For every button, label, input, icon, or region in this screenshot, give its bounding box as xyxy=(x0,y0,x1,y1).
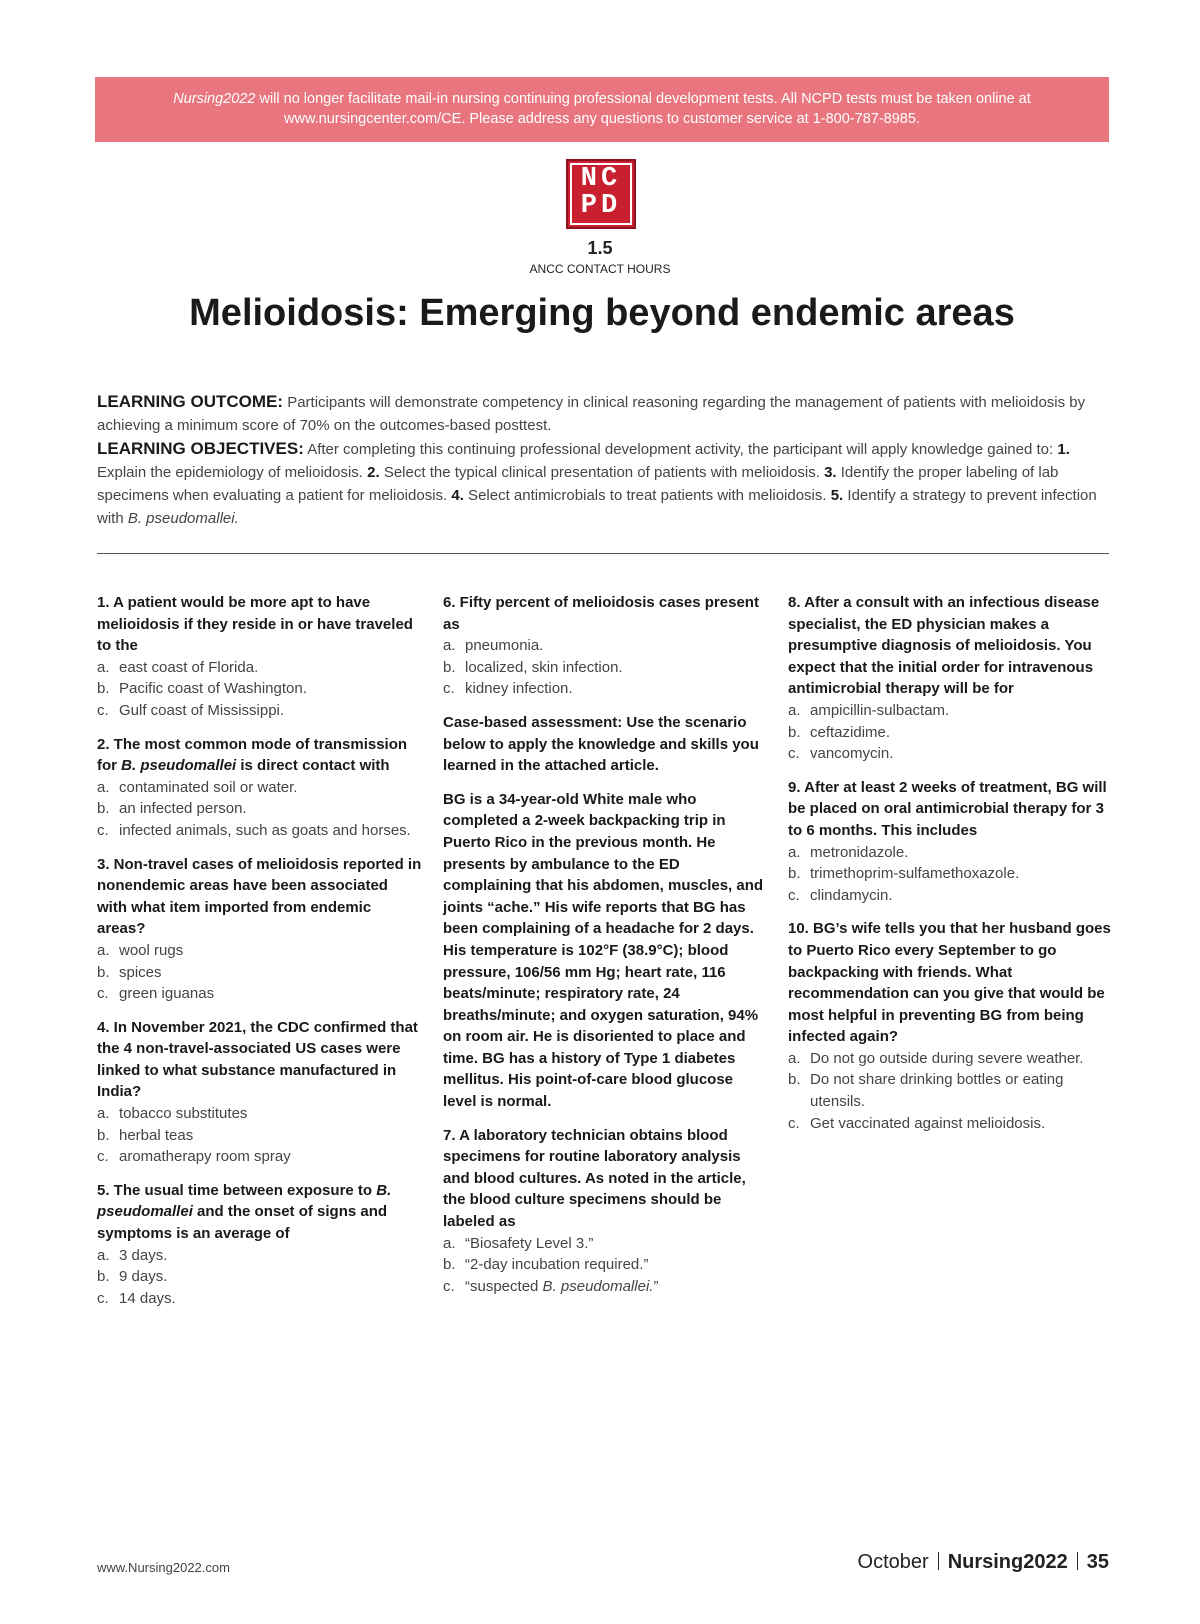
banner-text: will no longer facilitate mail-in nursing continuing professional development tests. All NCPD tests must be taken online at www.nursingcenter.com/CE. Please address any questions to customer service at 1-800-787-8985. xyxy=(255,91,1031,127)
option-b: b. localized, skin infection. xyxy=(443,658,623,676)
objective-num: 1. xyxy=(1057,441,1070,458)
footer-month: October xyxy=(857,1551,929,1573)
learning-outcome xyxy=(97,390,1109,437)
objective-text: Identify a strategy to prevent infection with xyxy=(97,487,1097,527)
logo-line-1: NC xyxy=(580,164,622,194)
page-title: Melioidosis: Emerging beyond endemic areas xyxy=(189,292,1015,334)
question-7 xyxy=(443,1125,768,1298)
learning-objectives xyxy=(97,437,1109,530)
footer-journal: Nursing2022 xyxy=(947,1551,1068,1573)
option-c: c. “suspected B. pseudomallei.” xyxy=(443,1277,659,1295)
option-b: b. Pacific coast of Washington. xyxy=(97,680,307,698)
option-b: b. ceftazidime. xyxy=(788,723,891,741)
objective-text: Explain the epidemiology of melioidosis. xyxy=(97,464,368,481)
option-c: c. kidney infection. xyxy=(443,680,573,698)
question-text: 3. Non-travel cases of melioidosis reported in nonendemic areas have been associated with what item imported from endemic areas? xyxy=(97,855,422,938)
option-c: c. Gulf coast of Mississippi. xyxy=(97,701,285,719)
objective-text: Select the typical clinical presentation of patients with melioidosis. xyxy=(379,464,825,481)
question-5 xyxy=(97,1180,422,1310)
contact-hours: 1.5 xyxy=(587,238,613,258)
divider xyxy=(97,553,1109,554)
objective-num: 3. xyxy=(824,464,837,481)
question-1 xyxy=(97,592,422,722)
option-b: b. spices xyxy=(97,963,162,981)
question-6 xyxy=(443,592,768,700)
question-text: 6. Fifty percent of melioidosis cases present as xyxy=(443,594,759,633)
question-text: 8. After a consult with an infectious disease specialist, the ED physician makes a presumptive diagnosis of melioidosis. You expect that the initial order for intravenous antimicrobial therapy will be for xyxy=(788,594,1100,698)
objective-italic: B. pseudomallei. xyxy=(127,510,239,527)
question-9 xyxy=(788,777,1113,907)
option-a: a. wool rugs xyxy=(97,941,184,959)
objective-text: Identify the proper labeling of lab specimens when evaluating a patient for melioidosis. xyxy=(97,464,1059,504)
option-a: a. east coast of Florida. xyxy=(97,658,259,676)
page-number: 35 xyxy=(1086,1551,1109,1573)
question-text: 2. The most common mode of transmission for B. pseudomallei is direct contact with xyxy=(97,735,408,775)
column-3 xyxy=(788,592,1113,1146)
question-text: 5. The usual time between exposure to B. pseudomallei and the onset of signs and symptoms is an average of xyxy=(97,1181,392,1243)
learning-intro xyxy=(97,390,1109,530)
option-a: a. contaminated soil or water. xyxy=(97,778,298,796)
option-a: a. “Biosafety Level 3.” xyxy=(443,1234,594,1252)
notice-banner xyxy=(95,77,1109,142)
objective-num: 2. xyxy=(367,464,380,481)
question-8 xyxy=(788,592,1113,765)
footer-separator xyxy=(1077,1552,1078,1570)
objectives-intro: After completing this continuing professional development activity, the participant will apply knowledge gained to: xyxy=(303,441,1058,458)
column-1 xyxy=(97,592,422,1321)
question-2 xyxy=(97,734,422,842)
objective-text: Select antimicrobials to treat patients with melioidosis. xyxy=(463,487,831,504)
outcome-text: Participants will demonstrate competency in clinical reasoning regarding the management of patients with melioidosis by achieving a minimum score of 70% on the outcomes-based posttest. xyxy=(97,394,1086,434)
objective-num: 4. xyxy=(451,487,464,504)
option-b: b. herbal teas xyxy=(97,1126,194,1144)
option-b: b. Do not share drinking bottles or eating utensils. xyxy=(788,1071,1064,1111)
question-text: 1. A patient would be more apt to have melioidosis if they reside in or have traveled to the xyxy=(97,594,413,655)
option-a: a. Do not go outside during severe weather. xyxy=(788,1049,1084,1067)
option-a: a. metronidazole. xyxy=(788,843,909,861)
question-text: 9. After at least 2 weeks of treatment, BG will be placed on oral antimicrobial therapy for 3 to 6 months. This includes xyxy=(788,778,1107,839)
logo-line-2: PD xyxy=(580,191,622,221)
option-b: b. 9 days. xyxy=(97,1268,168,1286)
footer-separator xyxy=(938,1552,939,1570)
footer-page-info xyxy=(858,1551,1109,1574)
question-text: 7. A laboratory technician obtains blood specimens for routine laboratory analysis and blood cultures. As noted in the article, the blood culture specimens should be labeled as xyxy=(443,1126,746,1231)
question-3 xyxy=(97,854,422,1005)
case-scenario: BG is a 34-year-old White male who completed a 2-week backpacking trip in Puerto Rico in the previous month. He presents by ambulance to the ED complaining that his abdomen, muscles, and joints “ache.” His wife reports that BG has been complaining of a headache for 2 days. His temperature is 102°F (38.9°C); blood pressure, 106/56 mm Hg; heart rate, 116 beats/minute; respiratory rate, 24 breaths/minute; and oxygen saturation, 94% on room air. He is disoriented to place and time. BG has a history of Type 1 diabetes mellitus. His point-of-care blood glucose level is normal. xyxy=(443,790,764,1111)
question-text: 4. In November 2021, the CDC confirmed that the 4 non-travel-associated US cases were linked to what substance manufactured in India? xyxy=(97,1018,418,1101)
option-a: a. 3 days. xyxy=(97,1246,168,1264)
outcome-label: LEARNING OUTCOME: xyxy=(97,392,284,411)
ncpd-logo xyxy=(566,159,636,229)
option-c: c. clindamycin. xyxy=(788,886,893,904)
option-c: c. Get vaccinated against melioidosis. xyxy=(788,1114,1046,1132)
option-c: c. aromatherapy room spray xyxy=(97,1148,291,1166)
option-c: c. vancomycin. xyxy=(788,745,894,763)
question-text: 10. BG’s wife tells you that her husband goes to Puerto Rico every September to go backpacking with friends. What recommendation can you give that would be most helpful in preventing BG from being infected again? xyxy=(788,920,1111,1046)
option-c: c. green iguanas xyxy=(97,985,215,1003)
option-b: b. “2-day incubation required.” xyxy=(443,1256,649,1274)
option-a: a. ampicillin-sulbactam. xyxy=(788,701,950,719)
option-a: a. tobacco substitutes xyxy=(97,1105,248,1123)
column-2 xyxy=(443,592,768,1309)
contact-hours-label: ANCC CONTACT HOURS xyxy=(529,262,671,276)
objective-num: 5. xyxy=(830,487,844,504)
option-c: c. 14 days. xyxy=(97,1289,176,1307)
option-a: a. pneumonia. xyxy=(443,637,544,655)
question-4 xyxy=(97,1017,422,1168)
option-b: b. an infected person. xyxy=(97,800,247,818)
case-intro: Case-based assessment: Use the scenario below to apply the knowledge and skills you learned in the attached article. xyxy=(443,713,759,775)
banner-brand: Nursing2022 xyxy=(173,91,256,107)
objectives-label: LEARNING OBJECTIVES: xyxy=(97,439,304,458)
option-b: b. trimethoprim-sulfamethoxazole. xyxy=(788,865,1020,883)
option-c: c. infected animals, such as goats and horses. xyxy=(97,821,411,839)
question-10 xyxy=(788,918,1113,1134)
footer-website: www.Nursing2022.com xyxy=(97,1560,230,1575)
